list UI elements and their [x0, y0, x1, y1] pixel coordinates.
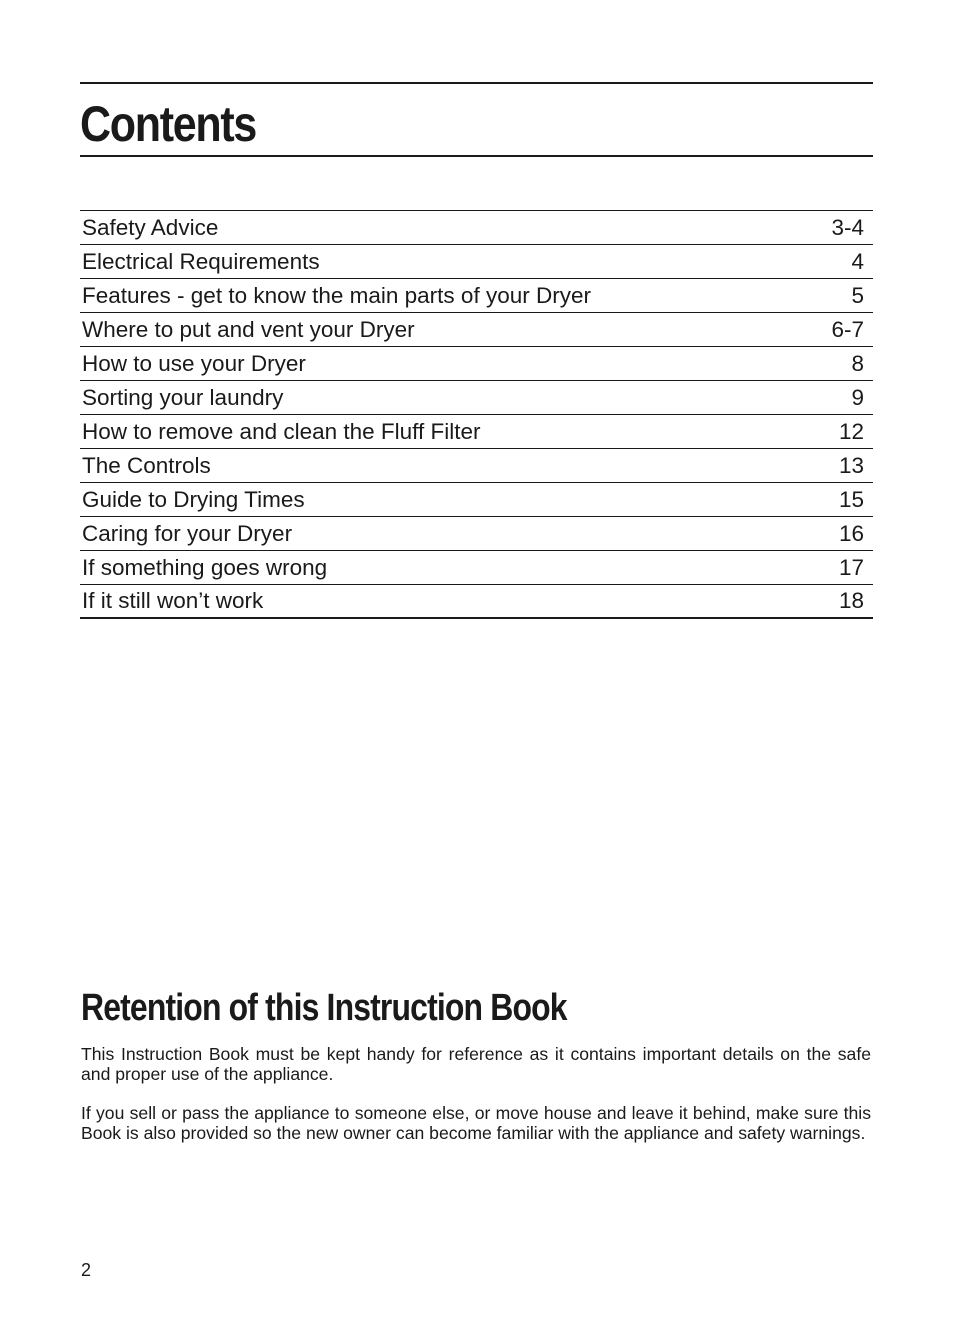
- top-rule: [80, 82, 873, 84]
- toc-page-number: 13: [838, 452, 864, 478]
- toc-entry-label: Sorting your laundry: [82, 384, 284, 410]
- toc-entry-label: If it still won’t work: [82, 588, 264, 613]
- toc-page-number: 18: [838, 588, 864, 613]
- toc-entry-label: Safety Advice: [82, 214, 219, 240]
- toc-entry-label: Where to put and vent your Dryer: [82, 316, 415, 342]
- toc-row: [80, 381, 873, 415]
- page-number: 2: [81, 1260, 92, 1280]
- toc-page-number: 4: [851, 248, 864, 274]
- toc-row: [80, 449, 873, 483]
- toc-row: [80, 551, 873, 585]
- toc-row: [80, 517, 873, 551]
- toc-row: [80, 415, 873, 449]
- toc-page-number: 3-4: [831, 214, 864, 240]
- toc-entry-label: Guide to Drying Times: [82, 486, 305, 512]
- toc-page-number: 5: [851, 282, 864, 308]
- toc-entry-label: Caring for your Dryer: [82, 520, 293, 546]
- toc-entry-label: If something goes wrong: [82, 554, 328, 580]
- toc-page-number: 8: [851, 350, 864, 376]
- toc-page-number: 12: [838, 418, 864, 444]
- toc-row: [80, 483, 873, 517]
- toc-page-number: 6-7: [831, 316, 864, 342]
- toc-row: [80, 585, 873, 619]
- retention-paragraph-1: This Instruction Book must be kept handy for reference as it contains important details on the safe and proper use of the appliance.: [81, 1044, 871, 1084]
- contents-title: Contents: [80, 96, 257, 152]
- toc-row: [80, 211, 873, 245]
- toc-row: [80, 347, 873, 381]
- toc-entry-label: How to use your Dryer: [82, 350, 306, 376]
- toc-page-number: 9: [851, 384, 864, 410]
- toc-page-number: 17: [838, 554, 864, 580]
- toc-row: [80, 245, 873, 279]
- toc-row: [80, 279, 873, 313]
- table-of-contents: [80, 210, 873, 619]
- toc-page-number: 15: [838, 486, 864, 512]
- toc-entry-label: Features - get to know the main parts of your Dryer: [82, 282, 591, 308]
- toc-page-number: 16: [838, 520, 864, 546]
- toc-row: [80, 313, 873, 347]
- toc-entry-label: Electrical Requirements: [82, 248, 320, 274]
- retention-paragraph-2: If you sell or pass the appliance to someone else, or move house and leave it behind, make sure this Book is also provided so the new owner can become familiar with the appliance and safety warnings.: [81, 1103, 871, 1143]
- retention-heading: Retention of this Instruction Book: [81, 987, 567, 1029]
- title-rule: [80, 155, 873, 157]
- toc-entry-label: How to remove and clean the Fluff Filter: [82, 418, 481, 444]
- toc-entry-label: The Controls: [82, 452, 211, 478]
